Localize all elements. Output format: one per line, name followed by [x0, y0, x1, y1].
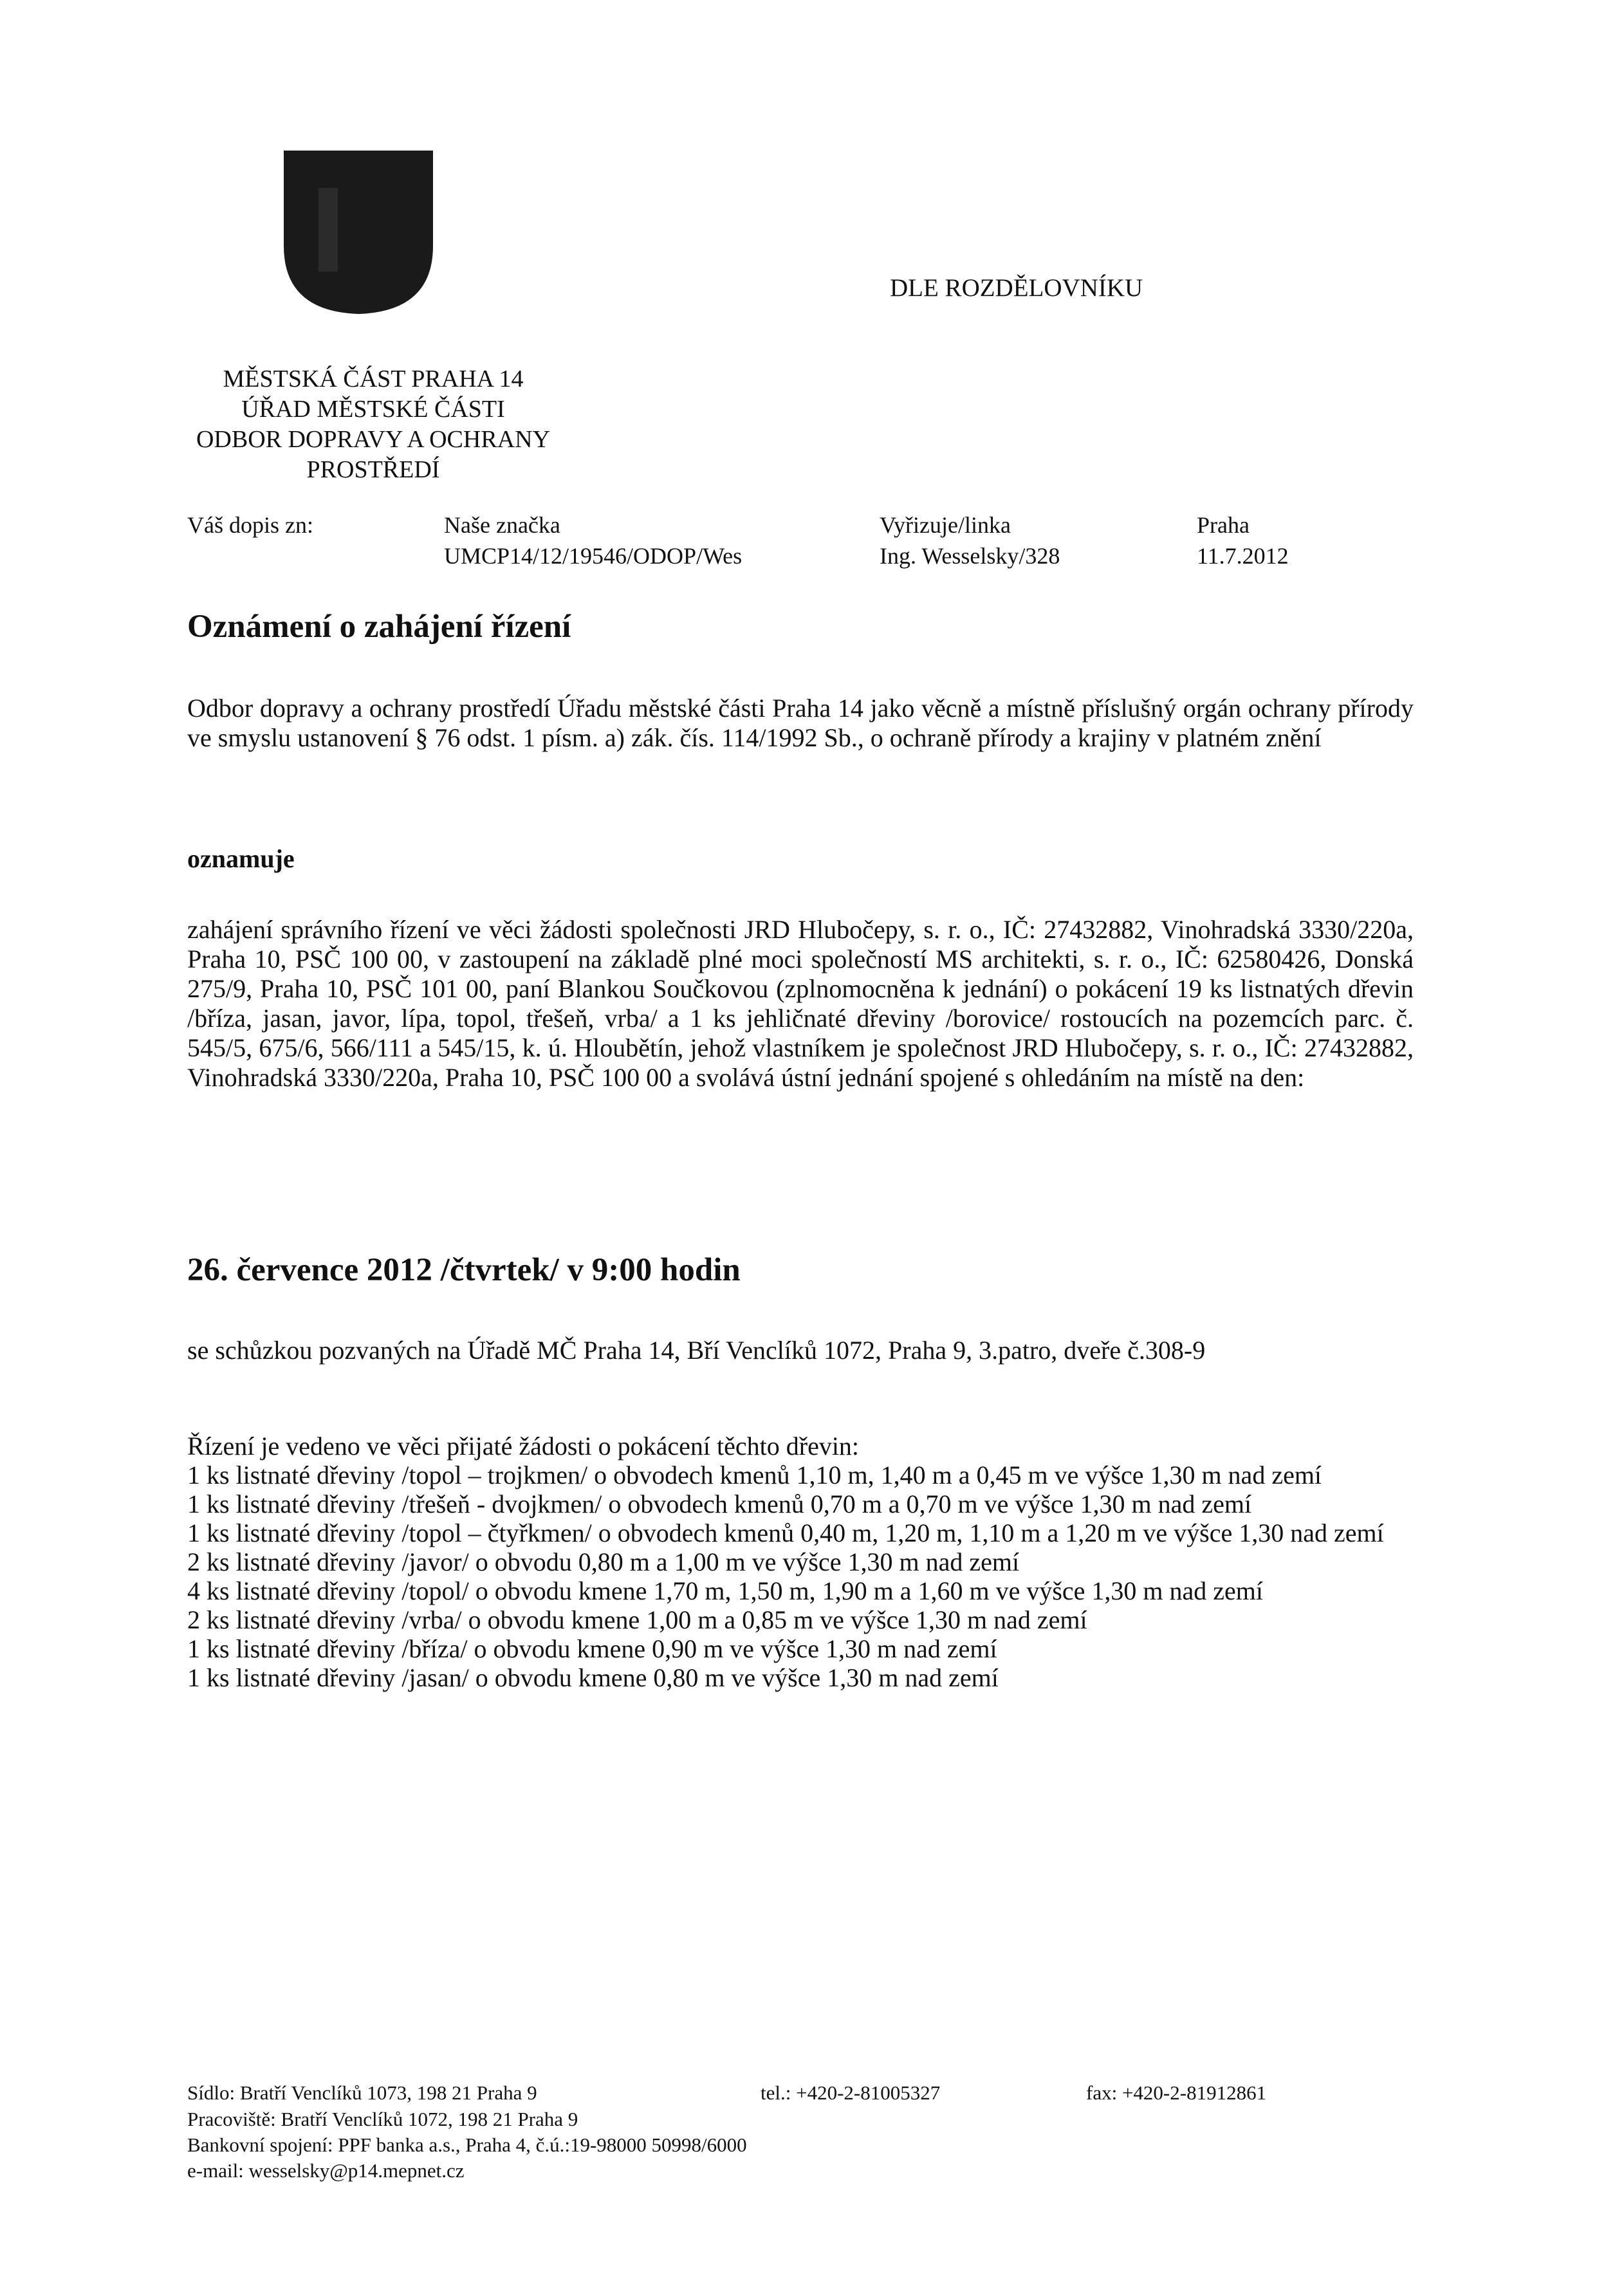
our-ref-value: UMCP14/12/19546/ODOP/Wes: [444, 543, 743, 569]
footer-email: e-mail: wesselsky@p14.mepnet.cz: [187, 2159, 465, 2182]
coat-of-arms-emblem: [281, 149, 436, 315]
footer-workplace: Pracoviště: Bratří Venclíků 1072, 198 21 Praha 9: [187, 2108, 578, 2130]
tree-item: 4 ks listnaté dřeviny /topol/ o obvodu kmene 1,70 m, 1,50 m, 1,90 m a 1,60 m ve výšce 1,30 m nad zemí: [187, 1576, 1263, 1605]
handled-by-label: Vyřizuje/linka: [880, 512, 1011, 538]
body-paragraph: zahájení správního řízení ve věci žádosti společnosti JRD Hlubočepy, s. r. o., IČ: 27432882, Vinohradská 3330/220a, Praha 10, PSČ 100 00, v zastoupení na základě plné moci společností MS architekti, s. r. o., IČ: 62580426, Donská 275/9, Praha 10, PSČ 101 00, paní Blankou Součkovou (zplnomocněna k jednání) o pokácení 19 ks listnatých dřevin /bříza, jasan, javor, lípa, topol, třešeň, vrba/ a 1 ks jehličnaté dřeviny /borovice/ rostoucích na pozemcích parc. č. 545/5, 675/6, 566/111 a 545/15, k. ú. Hloubětín, jehož vlastníkem je společnost JRD Hlubočepy, s. r. o., IČ: 27432882, Vinohradská 3330/220a, Praha 10, PSČ 100 00 a svolává ústní jednání spojené s ohledáním na místě na den:: [187, 915, 1414, 1092]
trees-intro: Řízení je vedeno ve věci přijaté žádosti o pokácení těchto dřevin:: [187, 1432, 860, 1461]
footer-seat: Sídlo: Bratří Venclíků 1073, 198 21 Praha 9: [187, 2081, 537, 2104]
tree-item: 2 ks listnaté dřeviny /javor/ o obvodu 0,80 m a 1,00 m ve výšce 1,30 m nad zemí: [187, 1547, 1020, 1576]
announces-heading: oznamuje: [187, 844, 295, 873]
office-line: MĚSTSKÁ ČÁST PRAHA 14: [223, 365, 524, 392]
office-line: PROSTŘEDÍ: [306, 456, 440, 483]
office-header: [161, 364, 586, 485]
tree-item: 2 ks listnaté dřeviny /vrba/ o obvodu kmene 1,00 m a 0,85 m ve výšce 1,30 m nad zemí: [187, 1605, 1087, 1634]
handled-by-value: Ing. Wesselsky/328: [880, 543, 1060, 569]
date-value: 11.7.2012: [1197, 543, 1289, 569]
tree-item: 1 ks listnaté dřeviny /třešeň - dvojkmen/ o obvodech kmenů 0,70 m a 0,70 m ve výšce 1,30 m nad zemí: [187, 1489, 1252, 1518]
tree-item: 1 ks listnaté dřeviny /topol – trojkmen/ o obvodech kmenů 1,10 m, 1,40 m a 0,45 m ve výšce 1,30 m nad zemí: [187, 1461, 1322, 1489]
tree-item: 1 ks listnaté dřeviny /topol – čtyřkmen/ o obvodech kmenů 0,40 m, 1,20 m, 1,10 m a 1,20 m ve výšce 1,30 nad zemí: [187, 1518, 1384, 1547]
your-ref-label: Váš dopis zn:: [187, 512, 313, 538]
tree-item: 1 ks listnaté dřeviny /bříza/ o obvodu kmene 0,90 m ve výšce 1,30 m nad zemí: [187, 1634, 997, 1663]
footer-fax: fax: +420-2-81912861: [1086, 2081, 1267, 2104]
footer-bank: Bankovní spojení: PPF banka a.s., Praha 4, č.ú.:19-98000 50998/6000: [187, 2134, 747, 2156]
intro-paragraph: Odbor dopravy a ochrany prostředí Úřadu městské části Praha 14 jako věcně a místně příslušný orgán ochrany přírody ve smyslu ustanovení § 76 odst. 1 písm. a) zák. čís. 114/1992 Sb., o ochraně přírody a krajiny v platném znění: [187, 694, 1414, 752]
trees-list: [187, 1432, 1414, 1692]
our-ref-label: Naše značka: [444, 512, 560, 538]
document-title: Oznámení o zahájení řízení: [187, 609, 571, 645]
meeting-place: se schůzkou pozvaných na Úřadě MČ Praha 14, Bří Venclíků 1072, Praha 9, 3.patro, dveře č.308-9: [187, 1336, 1206, 1365]
footer-tel: tel.: +420-2-81005327: [761, 2081, 941, 2104]
office-line: ÚŘAD MĚSTSKÉ ČÁSTI: [241, 396, 505, 423]
office-line: ODBOR DOPRAVY A OCHRANY: [196, 426, 551, 453]
place-label: Praha: [1197, 512, 1250, 538]
addressee: DLE ROZDĚLOVNÍKU: [890, 274, 1143, 302]
meeting-date: 26. července 2012 /čtvrtek/ v 9:00 hodin: [187, 1252, 741, 1288]
tree-item: 1 ks listnaté dřeviny /jasan/ o obvodu kmene 0,80 m ve výšce 1,30 m nad zemí: [187, 1663, 999, 1692]
